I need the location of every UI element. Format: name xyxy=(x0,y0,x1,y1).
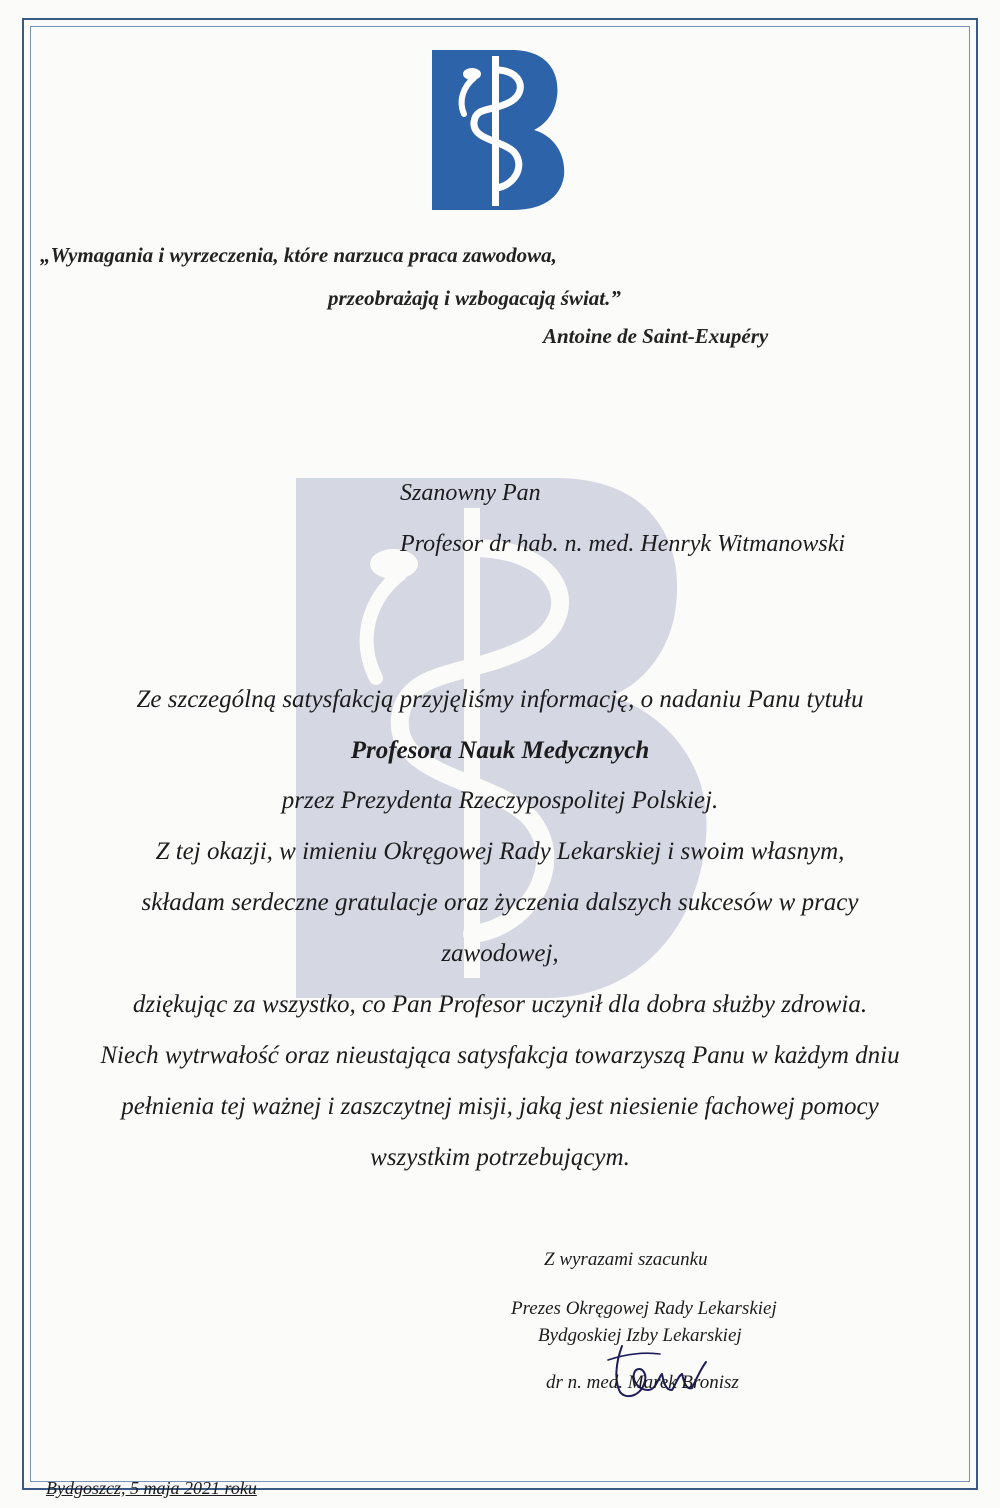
honor-title: Profesora Nauk Medycznych xyxy=(350,737,650,764)
caduceus-b-logo xyxy=(430,48,568,212)
quote-author: Antoine de Saint-Exupéry xyxy=(543,324,769,348)
position-line-2: Bydgoskiej Izby Lekarskiej xyxy=(538,1325,742,1346)
body-line-2: przez Prezydenta Rzeczypospolitej Polskiej. xyxy=(281,787,719,814)
position-line-1: Prezes Okręgowej Rady Lekarskiej xyxy=(511,1298,777,1319)
quote-line-2: przeobrażają i wzbogacają świat.” xyxy=(328,286,621,310)
body-line-9: wszystkim potrzebującym. xyxy=(370,1144,630,1171)
body-line-8: pełnienia tej ważnej i zaszczytnej misji, jaką jest niesienie fachowej pomocy xyxy=(121,1093,879,1120)
document-date: Bydgoszcz, 5 maja 2021 roku xyxy=(46,1478,257,1498)
body-line-1: Ze szczególną satysfakcją przyjęliśmy informację, o nadaniu Panu tytułu xyxy=(136,686,864,713)
body-line-3: Z tej okazji, w imieniu Okręgowej Rady Lekarskiej i swoim własnym, xyxy=(155,838,845,865)
signatory-name: dr n. med. Marek Bronisz xyxy=(546,1372,739,1393)
body-line-4: składam serdeczne gratulacje oraz życzenia dalszych sukcesów w pracy xyxy=(141,889,859,916)
closing-regards: Z wyrazami szacunku xyxy=(544,1249,708,1270)
body-line-6: dziękując za wszystko, co Pan Profesor uczynił dla dobra służby zdrowia. xyxy=(132,991,868,1018)
addressee-name: Profesor dr hab. n. med. Henryk Witmanowski xyxy=(400,531,846,557)
body-line-5: zawodowej, xyxy=(441,940,559,967)
quote-line-1: „Wymagania i wyrzeczenia, które narzuca praca zawodowa, xyxy=(40,243,557,267)
salutation: Szanowny Pan xyxy=(400,480,541,506)
body-line-7: Niech wytrwałość oraz nieustająca satysfakcja towarzyszą Panu w każdym dniu xyxy=(100,1042,900,1069)
